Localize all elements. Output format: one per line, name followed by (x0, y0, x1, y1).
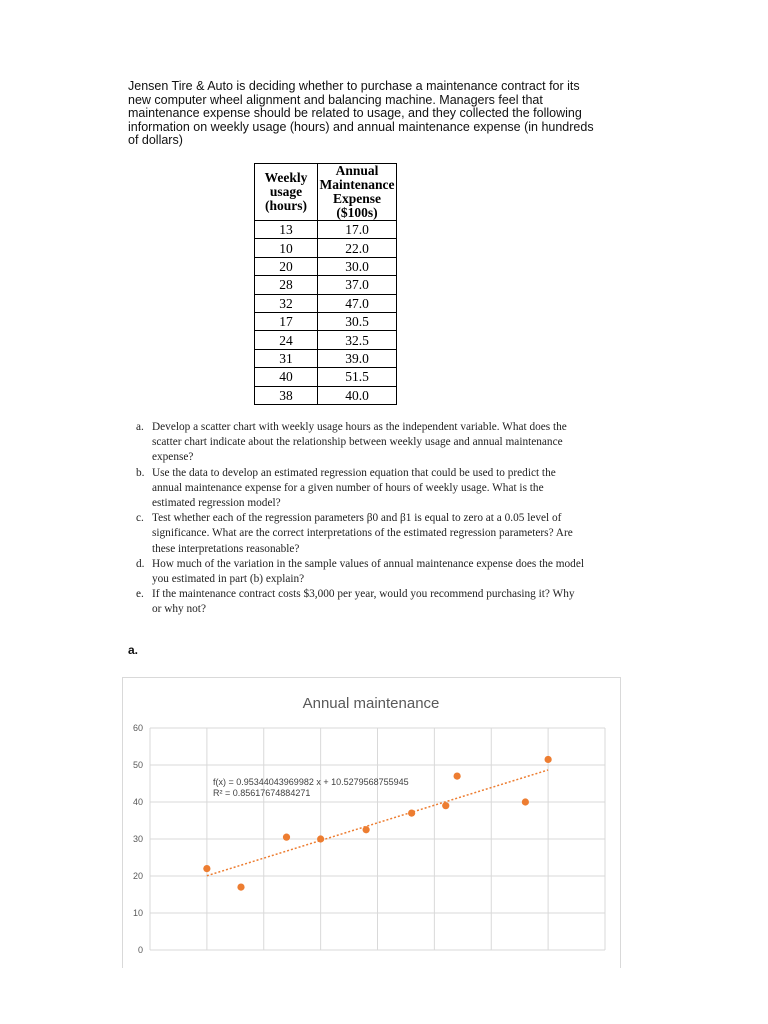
cell-usage: 20 (255, 257, 318, 275)
table-row (255, 257, 397, 275)
cell-expense: 37.0 (318, 276, 397, 294)
data-point (522, 798, 529, 805)
cell-usage: 38 (255, 386, 318, 404)
question-letter: d. (136, 557, 145, 570)
table-row (255, 239, 397, 257)
table-header-row (255, 164, 397, 221)
regression-equation: f(x) = 0.95344043969982 x + 10.5279568755945 (213, 777, 409, 787)
y-tick-label: 40 (132, 797, 143, 807)
data-point (317, 835, 324, 842)
cell-expense: 32.5 (318, 331, 397, 349)
cell-expense: 39.0 (318, 349, 397, 367)
data-point (408, 810, 415, 817)
cell-usage: 13 (255, 221, 318, 239)
question-item (136, 511, 586, 557)
cell-usage: 24 (255, 331, 318, 349)
data-point (442, 802, 449, 809)
r-squared-label: R² = 0.85617674884271 (213, 788, 311, 798)
question-item (136, 557, 586, 587)
data-point (237, 884, 244, 891)
table-row (255, 312, 397, 330)
y-tick-label: 10 (132, 908, 143, 918)
table-row (255, 349, 397, 367)
problem-intro: Jensen Tire & Auto is deciding whether to purchase a maintenance contract for its new computer wheel alignment and balancing machine. Managers feel that maintenance expense should be related to usage, and they collected the following information on weekly usage (hours) and annual maintenance expense (in hundreds of dollars) (128, 79, 594, 147)
chart-title: Annual maintenance (302, 695, 440, 712)
question-letter: a. (136, 421, 144, 433)
cell-expense: 30.5 (318, 312, 397, 330)
y-tick-label: 60 (132, 723, 143, 733)
chart-canvas (123, 678, 620, 968)
table-row (255, 221, 397, 239)
question-text: How much of the variation in the sample values of annual maintenance expense does the model you estimated in part (b) explain? (152, 557, 584, 586)
data-point (283, 834, 290, 841)
question-text: Use the data to develop an estimated regression equation that could be used to predict the annual maintenance expense for a given number of hours of weekly usage. What is the estimated regression model? (152, 466, 556, 510)
scatter-chart (122, 677, 621, 968)
question-item (136, 587, 586, 617)
question-list (136, 420, 586, 618)
y-tick-label: 50 (132, 760, 143, 770)
data-point (363, 826, 370, 833)
y-axis-ticks (133, 723, 143, 955)
question-letter: b. (136, 466, 145, 479)
question-letter: c. (136, 512, 144, 525)
cell-expense: 30.0 (318, 257, 397, 275)
data-table (254, 163, 397, 405)
data-point (545, 756, 552, 763)
question-item (136, 466, 586, 512)
question-text: Develop a scatter chart with weekly usage hours as the independent variable. What does the scatter chart indicate about the relationship between weekly usage and annual maintenance expense? (152, 421, 567, 464)
cell-usage: 32 (255, 294, 318, 312)
chart-gridlines (150, 728, 605, 950)
data-point (454, 773, 461, 780)
cell-expense: 22.0 (318, 239, 397, 257)
cell-expense: 51.5 (318, 368, 397, 386)
cell-usage: 40 (255, 368, 318, 386)
header-annual-maintenance: Annual Maintenance Expense ($100s) (319, 163, 395, 220)
cell-usage: 10 (255, 239, 318, 257)
header-weekly-usage: Weekly usage (hours) (255, 164, 318, 221)
table-row (255, 276, 397, 294)
table-row (255, 368, 397, 386)
y-tick-label: 0 (137, 945, 143, 955)
table-row (255, 294, 397, 312)
table-row (255, 331, 397, 349)
answer-part-label: a. (128, 643, 139, 657)
y-tick-label: 30 (132, 834, 143, 844)
cell-expense: 40.0 (318, 386, 397, 404)
cell-usage: 31 (255, 349, 318, 367)
cell-usage: 28 (255, 276, 318, 294)
question-item (136, 420, 586, 466)
table-row (255, 386, 397, 404)
question-text: If the maintenance contract costs $3,000 per year, would you recommend purchasing it? Why or why not? (152, 588, 575, 616)
y-tick-label: 20 (132, 871, 143, 881)
cell-expense: 17.0 (318, 221, 397, 239)
cell-usage: 17 (255, 312, 318, 330)
question-text: Test whether each of the regression parameters β0 and β1 is equal to zero at a 0.05 level of significance. What are the correct interpretations of the estimated regression parameters? Are these interpretations reasonable? (152, 512, 573, 555)
cell-expense: 47.0 (318, 294, 397, 312)
data-point (203, 865, 210, 872)
question-letter: e. (136, 588, 144, 601)
